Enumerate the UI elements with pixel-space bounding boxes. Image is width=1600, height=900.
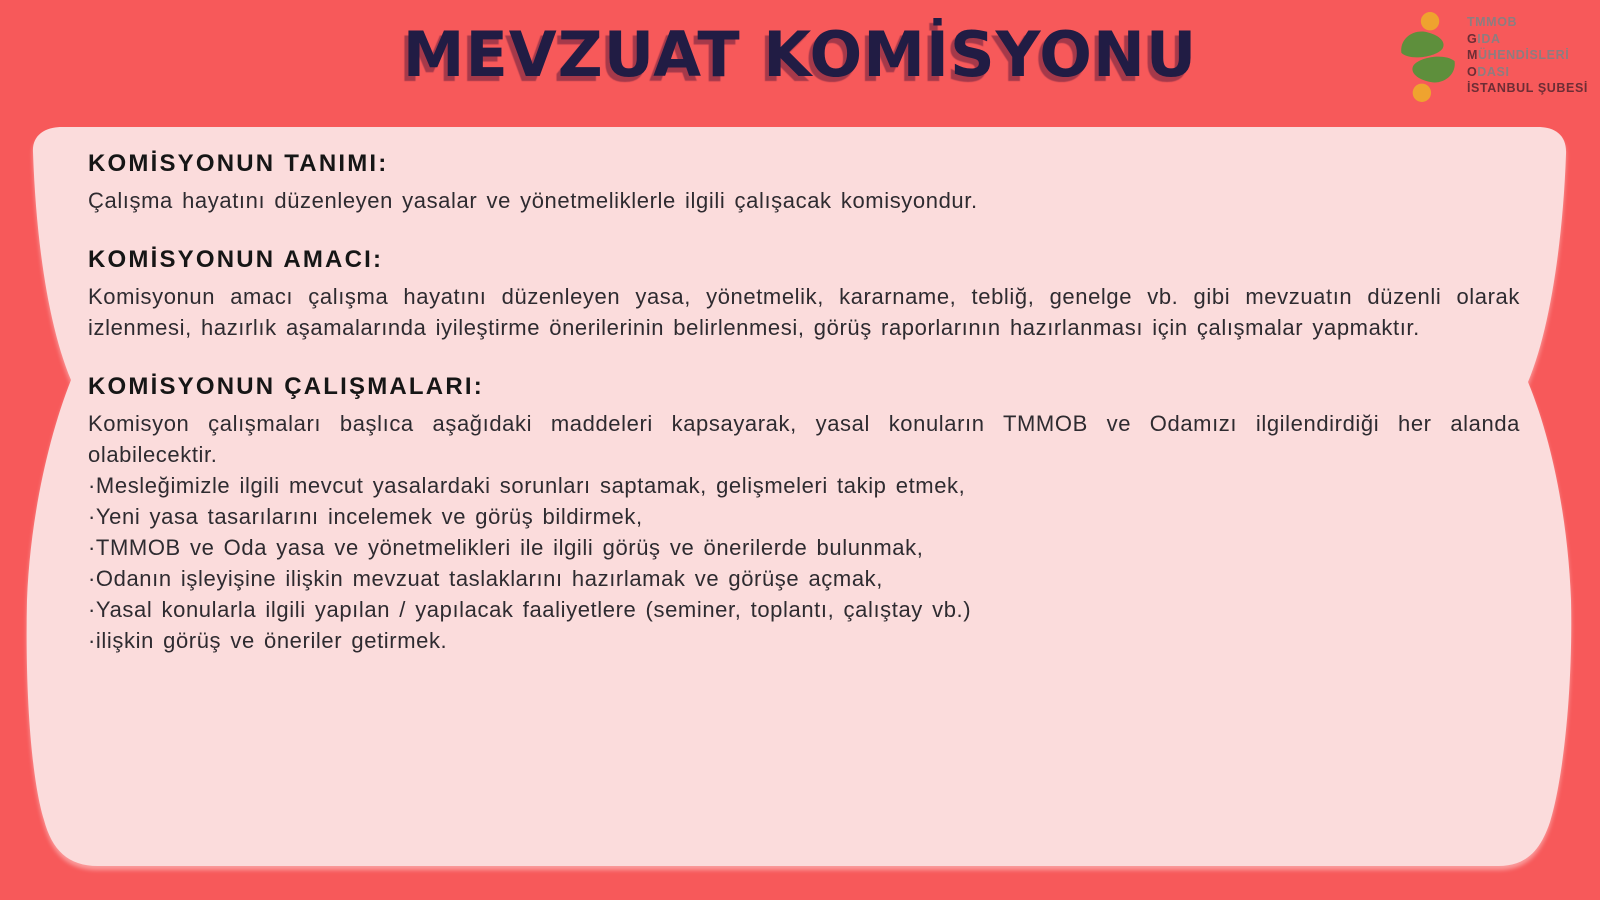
logo-line-istanbul-subesi: İSTANBUL ŞUBESİ bbox=[1466, 81, 1588, 95]
org-logo-text bbox=[1467, 12, 1588, 97]
logo-dot-bottom bbox=[1413, 84, 1431, 102]
logo-dot-top bbox=[1421, 12, 1439, 30]
section-calismalari bbox=[88, 373, 1520, 656]
section-tanimi-paragraph: Çalışma hayatını düzenleyen yasalar ve yönetmeliklerle ilgili çalışacak komisyondur. bbox=[88, 188, 978, 213]
page-title: MEVZUAT KOMİSYONU bbox=[402, 18, 1198, 91]
section-tanimi-heading: KOMİSYONUN TANIMI: bbox=[88, 150, 389, 177]
bullet-item: ·TMMOB ve Oda yasa ve yönetmelikleri ile ilgili görüş ve önerilerde bulunmak, bbox=[88, 535, 924, 560]
logo-leaf-bottom bbox=[1412, 57, 1454, 83]
logo-line-muhendisleri: MÜHENDİSLERİ bbox=[1466, 48, 1570, 62]
bullet-item: ·Yasal konularla ilgili yapılan / yapılacak faaliyetlere (seminer, toplantı, çalıştay vb.) bbox=[88, 597, 972, 622]
logo-leaf-top bbox=[1401, 32, 1443, 58]
bullet-item: ·Odanın işleyişine ilişkin mevzuat taslaklarını hazırlamak ve görüşe açmak, bbox=[88, 566, 883, 591]
card-content bbox=[88, 150, 1520, 686]
section-calismalari-paragraph: Komisyon çalışmaları başlıca aşağıdaki maddeleri kapsayarak, yasal konuların TMMOB ve Odamızı ilgilendirdiği her alanda olabilecektir. bbox=[88, 411, 1520, 467]
logo-line-gida: GIDA bbox=[1466, 31, 1501, 46]
bullet-item: ·Mesleğimizle ilgili mevcut yasalardaki sorunları saptamak, gelişmeleri takip etmek, bbox=[88, 473, 966, 498]
bullet-item: ·Yeni yasa tasarılarını incelemek ve görüş bildirmek, bbox=[88, 504, 643, 529]
section-amaci bbox=[88, 246, 1520, 343]
section-amaci-paragraph: Komisyonun amacı çalışma hayatını düzenleyen yasa, yönetmelik, kararname, tebliğ, genelge vb. gibi mevzuatın düzenli olarak izlenmesi, hazırlık aşamalarında iyileştirme önerilerinin belirlenmesi, görüş raporlarının hazırlanması için çalışmalar yapmaktır. bbox=[88, 284, 1520, 340]
bullet-item: ·ilişkin görüş ve öneriler getirmek. bbox=[88, 628, 448, 653]
section-amaci-heading: KOMİSYONUN AMACI: bbox=[88, 246, 384, 273]
logo-line-tmmob: TMMOB bbox=[1466, 15, 1518, 29]
logo-line-odasi: ODASI bbox=[1466, 64, 1510, 79]
food-engineers-chamber-icon bbox=[1397, 12, 1459, 102]
section-calismalari-heading: KOMİSYONUN ÇALIŞMALARI: bbox=[88, 373, 484, 400]
org-logo bbox=[1397, 12, 1588, 102]
section-tanimi bbox=[88, 150, 1520, 216]
